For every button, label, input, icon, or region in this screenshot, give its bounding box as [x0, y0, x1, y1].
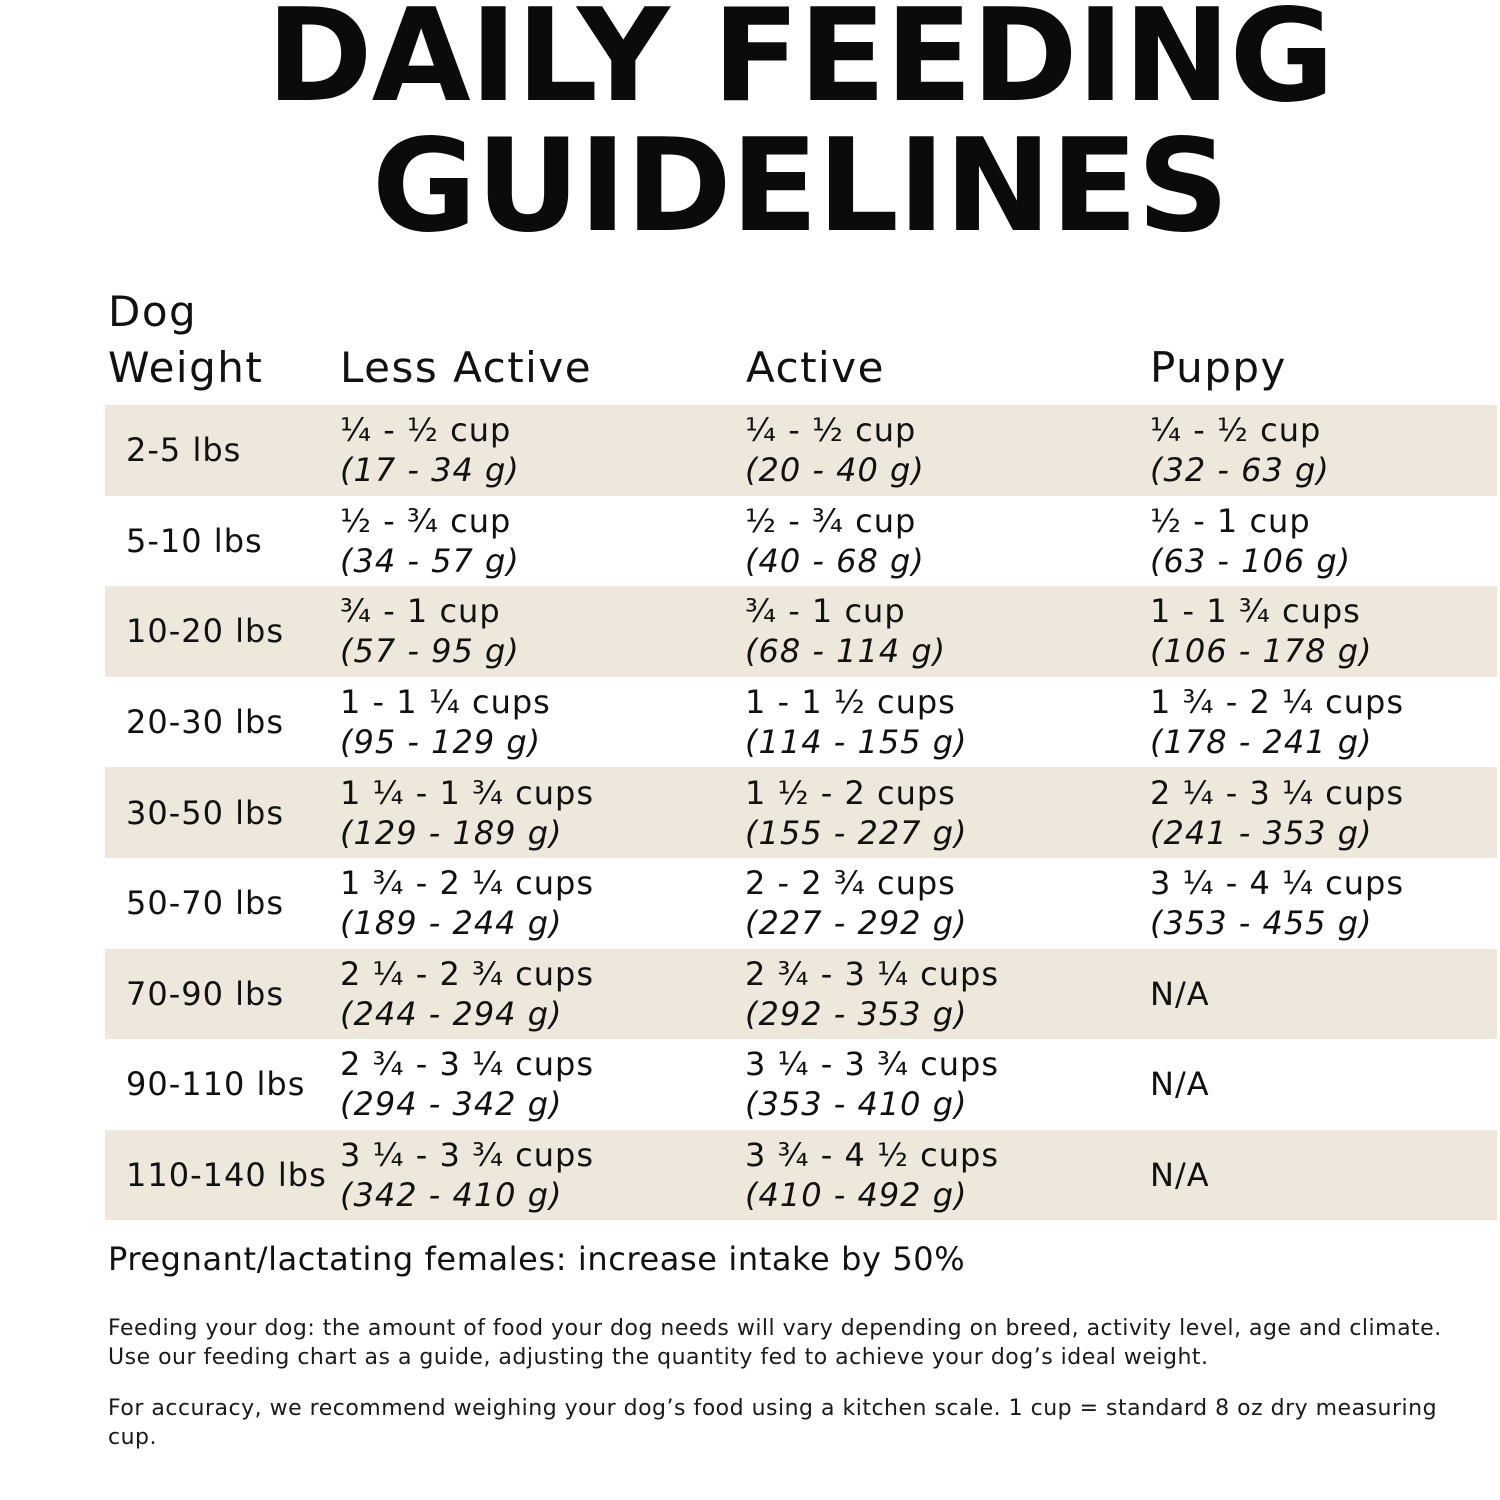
active-cell: [745, 1130, 999, 1221]
column-header-puppy: Puppy: [1150, 343, 1287, 392]
puppy-cell: [1150, 1039, 1210, 1130]
grams-amount: (227 - 292 g): [745, 904, 968, 943]
active-cell: [745, 858, 968, 949]
cups-amount: 3 ¼ - 3 ¾ cups: [340, 1136, 595, 1175]
grams-amount: (189 - 244 g): [340, 904, 563, 943]
puppy-cell: [1150, 767, 1404, 858]
cups-amount: 1 ¾ - 2 ¼ cups: [340, 864, 595, 903]
grams-amount: (353 - 410 g): [745, 1085, 968, 1124]
cups-amount: 2 - 2 ¾ cups: [745, 864, 956, 903]
puppy-cell: [1150, 496, 1351, 587]
cups-amount: 2 ¾ - 3 ¼ cups: [340, 1045, 595, 1084]
table-row: [105, 677, 1497, 768]
table-row: [105, 858, 1497, 949]
grams-amount: (63 - 106 g): [1150, 541, 1352, 580]
cups-amount: ½ - 1 cup: [1150, 501, 1311, 540]
active-cell: [745, 949, 999, 1040]
feeding-paragraph: Feeding your dog: the amount of food your dog needs will vary depending on breed, activity level, age and climate. Use our feeding chart as a guide, adjusting the quantity fed to achieve your dog’s ideal weight.: [108, 1316, 1442, 1370]
column-header-dog-weight-line-2: Weight: [108, 343, 264, 392]
less-active-cell: [340, 1130, 594, 1221]
puppy-cell: [1150, 405, 1330, 496]
grams-amount: (410 - 492 g): [745, 1176, 968, 1215]
feeding-table: [105, 405, 1497, 1220]
table-row: [105, 496, 1497, 587]
column-header-active: Active: [746, 343, 885, 392]
less-active-cell: [340, 677, 551, 768]
cups-amount: ½ - ¾ cup: [745, 501, 917, 540]
grams-amount: (294 - 342 g): [340, 1085, 563, 1124]
puppy-cell: [1150, 949, 1210, 1040]
active-cell: [745, 1039, 999, 1130]
table-row: [105, 1039, 1497, 1130]
puppy-cell: [1150, 586, 1373, 677]
column-header-dog-weight-line-1: Dog: [108, 287, 198, 336]
grams-amount: (57 - 95 g): [340, 632, 520, 671]
less-active-cell: [340, 949, 594, 1040]
grams-amount: (95 - 129 g): [340, 723, 542, 762]
cups-amount: ½ - ¾ cup: [340, 501, 512, 540]
less-active-cell: [340, 1039, 594, 1130]
weight-cell: 2-5 lbs: [126, 431, 242, 470]
cups-amount: ¾ - 1 cup: [340, 592, 501, 631]
grams-amount: (129 - 189 g): [340, 813, 563, 852]
grams-amount: (68 - 114 g): [745, 632, 947, 671]
less-active-cell: [340, 858, 594, 949]
weight-cell: 20-30 lbs: [126, 703, 285, 742]
grams-amount: (292 - 353 g): [745, 994, 968, 1033]
not-applicable-text: N/A: [1150, 1156, 1210, 1195]
weight-cell: 50-70 lbs: [126, 884, 285, 923]
cups-amount: 2 ¼ - 2 ¾ cups: [340, 954, 595, 993]
cups-amount: ¼ - ½ cup: [745, 411, 917, 450]
grams-amount: (342 - 410 g): [340, 1176, 563, 1215]
grams-amount: (17 - 34 g): [340, 451, 520, 490]
grams-amount: (114 - 155 g): [745, 723, 968, 762]
accuracy-paragraph: For accuracy, we recommend weighing your dog’s food using a kitchen scale. 1 cup = standard 8 oz dry measuring cup.: [108, 1396, 1438, 1450]
table-row: [105, 767, 1497, 858]
grams-amount: (34 - 57 g): [340, 541, 520, 580]
grams-amount: (155 - 227 g): [745, 813, 968, 852]
cups-amount: 3 ¼ - 4 ¼ cups: [1150, 864, 1405, 903]
grams-amount: (20 - 40 g): [745, 451, 925, 490]
table-row: [105, 1130, 1497, 1221]
grams-amount: (241 - 353 g): [1150, 813, 1373, 852]
cups-amount: 1 ¼ - 1 ¾ cups: [340, 773, 595, 812]
page-title-line-1: DAILY FEEDING: [266, 0, 1334, 131]
grams-amount: (40 - 68 g): [745, 541, 925, 580]
grams-amount: (353 - 455 g): [1150, 904, 1373, 943]
active-cell: [745, 767, 968, 858]
column-header-less-active: Less Active: [340, 343, 593, 392]
grams-amount: (244 - 294 g): [340, 994, 563, 1033]
active-cell: [745, 496, 925, 587]
puppy-cell: [1150, 1130, 1210, 1221]
not-applicable-text: N/A: [1150, 1065, 1210, 1104]
grams-amount: (178 - 241 g): [1150, 723, 1373, 762]
weight-cell: 30-50 lbs: [126, 793, 285, 832]
cups-amount: 1 - 1 ½ cups: [745, 683, 956, 722]
cups-amount: ¾ - 1 cup: [745, 592, 906, 631]
cups-amount: ¼ - ½ cup: [340, 411, 512, 450]
less-active-cell: [340, 496, 520, 587]
weight-cell: 90-110 lbs: [126, 1065, 306, 1104]
active-cell: [745, 677, 968, 768]
cups-amount: 3 ¼ - 3 ¾ cups: [745, 1045, 1000, 1084]
cups-amount: 3 ¾ - 4 ½ cups: [745, 1136, 1000, 1175]
less-active-cell: [340, 586, 520, 677]
table-row: [105, 586, 1497, 677]
weight-cell: 10-20 lbs: [126, 612, 285, 651]
puppy-cell: [1150, 858, 1404, 949]
cups-amount: 1 ½ - 2 cups: [745, 773, 956, 812]
cups-amount: ¼ - ½ cup: [1150, 411, 1322, 450]
active-cell: [745, 586, 946, 677]
less-active-cell: [340, 767, 594, 858]
page-title-line-2: GUIDELINES: [371, 112, 1229, 261]
puppy-cell: [1150, 677, 1404, 768]
cups-amount: 2 ¾ - 3 ¼ cups: [745, 954, 1000, 993]
cups-amount: 1 - 1 ¾ cups: [1150, 592, 1361, 631]
weight-cell: 70-90 lbs: [126, 974, 285, 1013]
weight-cell: 5-10 lbs: [126, 521, 263, 560]
table-row: [105, 949, 1497, 1040]
cups-amount: 1 ¾ - 2 ¼ cups: [1150, 683, 1405, 722]
cups-amount: 1 - 1 ¼ cups: [340, 683, 551, 722]
grams-amount: (106 - 178 g): [1150, 632, 1373, 671]
weight-cell: 110-140 lbs: [126, 1156, 327, 1195]
pregnant-note: Pregnant/lactating females: increase intake by 50%: [108, 1240, 966, 1278]
cups-amount: 2 ¼ - 3 ¼ cups: [1150, 773, 1405, 812]
less-active-cell: [340, 405, 520, 496]
active-cell: [745, 405, 925, 496]
not-applicable-text: N/A: [1150, 974, 1210, 1013]
table-row: [105, 405, 1497, 496]
grams-amount: (32 - 63 g): [1150, 451, 1330, 490]
